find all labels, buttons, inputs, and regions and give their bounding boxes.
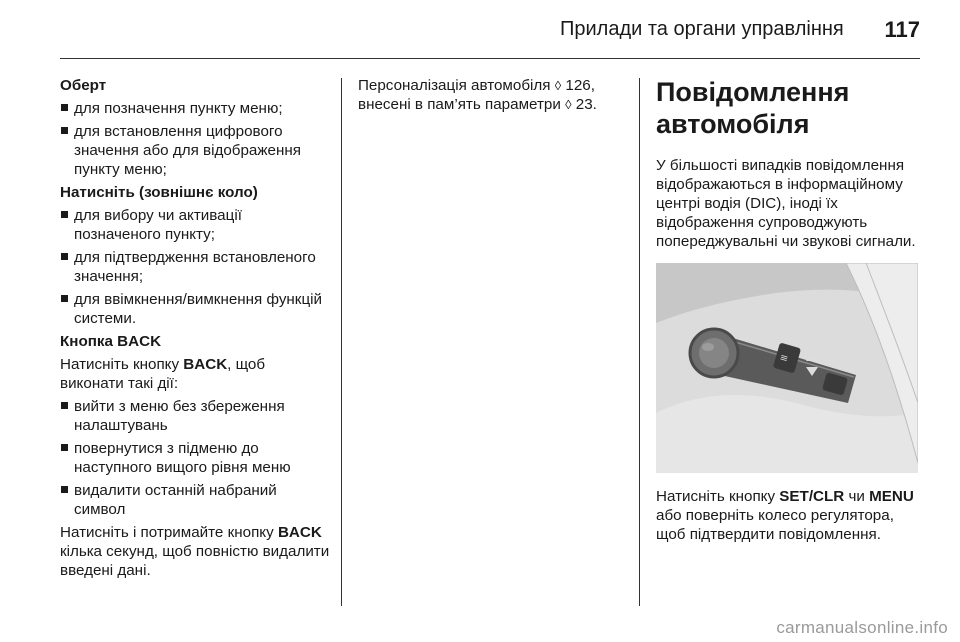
page-reference[interactable]: 23 xyxy=(575,96,593,113)
personalization-paragraph xyxy=(358,76,630,114)
watermark: carmanualsonline.info xyxy=(776,618,948,637)
header-rule xyxy=(60,58,920,59)
svg-text:≡: ≡ xyxy=(778,352,790,366)
paragraph-text: або поверніть колесо регулятора, щоб підтвердити повідомлення. xyxy=(656,507,894,543)
list-item: видалити останній набраний символ xyxy=(60,481,332,519)
list-item: для встановлення цифрового значення або для відображення пункту меню; xyxy=(60,122,332,179)
column-divider-2 xyxy=(639,78,640,606)
column-divider-1 xyxy=(341,78,342,606)
menu-keyword: MENU xyxy=(869,488,914,505)
press-list xyxy=(60,206,332,328)
heading-back: Кнопка BACK xyxy=(60,333,162,350)
hold-text: Натисніть і потримайте кнопку xyxy=(60,524,278,541)
after-figure-paragraph xyxy=(656,487,924,544)
intro-paragraph: У більшості випадків повідомлення відображаються в інформаційному центрі водія (DIC), іноді їх відображення супроводжують попереджувальні чи звукові сигнали. xyxy=(656,157,916,250)
heading-rotate: Оберт xyxy=(60,77,107,94)
hold-text-end: кількa секунд, щоб повністю видалити введені дані. xyxy=(60,543,330,579)
column-2 xyxy=(358,76,630,118)
heading-press: Натисніть (зовнішнє коло) xyxy=(60,184,258,201)
reference-arrow-icon: ◊ xyxy=(565,97,572,112)
back-intro-text-end: , щоб виконати такі дії: xyxy=(60,356,266,392)
page-number: 117 xyxy=(884,17,920,42)
paragraph-text: , внесені в пам’ять параметри xyxy=(358,77,595,113)
list-item: для вибору чи активації позначеного пункту; xyxy=(60,206,332,244)
page-header-title: Прилади та органи управління xyxy=(560,18,844,40)
back-keyword: BACK xyxy=(277,524,322,541)
list-item: вийти з меню без збереження налаштувань xyxy=(60,397,332,435)
page-reference[interactable]: 126 xyxy=(565,77,591,94)
back-intro xyxy=(60,355,332,393)
paragraph-text: чи xyxy=(844,488,870,505)
column-1 xyxy=(60,76,332,584)
back-keyword: BACK xyxy=(183,356,228,373)
paragraph-text: Персоналізація автомобіля xyxy=(358,77,555,94)
section-title: Повідомлення автомобіля xyxy=(656,77,850,139)
steering-column-stalk-figure xyxy=(656,263,918,473)
back-intro-text: Натисніть кнопку xyxy=(60,356,184,373)
rotate-list xyxy=(60,99,332,179)
paragraph-text: Натисніть кнопку xyxy=(656,488,780,505)
list-item: для підтвердження встановленого значення; xyxy=(60,248,332,286)
paragraph-text: . xyxy=(592,96,597,113)
list-item: для позначення пункту меню; xyxy=(60,99,332,118)
list-item: повернутися з підменю до наступного вищого рівня меню xyxy=(60,439,332,477)
back-list xyxy=(60,397,332,519)
set-clr-keyword: SET/CLR xyxy=(779,488,845,505)
list-item: для ввімкнення/вимкнення функцій системи. xyxy=(60,290,332,328)
reference-arrow-icon: ◊ xyxy=(554,78,562,93)
hold-paragraph xyxy=(60,523,332,580)
column-3 xyxy=(656,76,924,548)
